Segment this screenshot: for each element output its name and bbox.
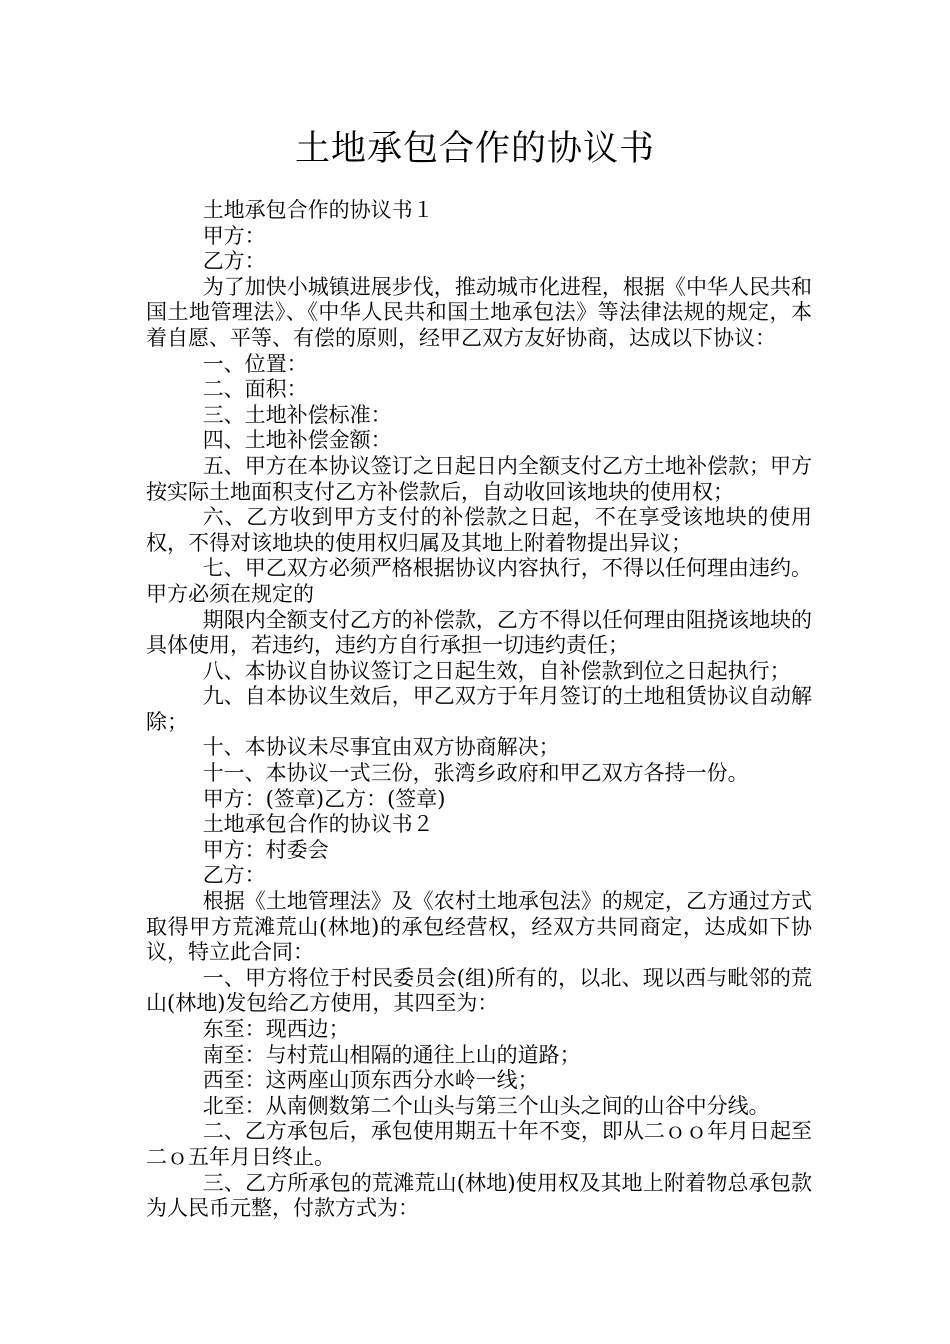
paragraph: 期限内全额支付乙方的补偿款，乙方不得以任何理由阻挠该地块的具体使用，若违约，违约方自行承担一切违约责任；	[146, 607, 812, 658]
paragraph: 南至：与村荒山相隔的通往上山的道路；	[202, 1042, 581, 1067]
paragraph: 八、本协议自协议签订之日起生效，自补偿款到位之日起执行；	[202, 658, 791, 683]
paragraph: 根据《土地管理法》及《农村土地承包法》的规定，乙方通过方式取得甲方荒滩荒山(林地)的承包经营权，经双方共同商定，达成如下协议，特立此合同：	[146, 889, 812, 965]
paragraph: 一、位置：	[202, 351, 308, 376]
paragraph: 乙方：	[202, 249, 266, 274]
paragraph: 七、甲乙双方必须严格根据协议内容执行，不得以任何理由违约。甲方必须在规定的	[146, 556, 812, 606]
paragraph: 甲方：	[202, 223, 266, 248]
paragraph: 二、面积：	[202, 377, 308, 402]
paragraph: 甲方：村委会	[202, 837, 329, 862]
paragraph: 三、土地补偿标准：	[202, 402, 392, 427]
paragraph: 五、甲方在本协议签订之日起日内全额支付乙方土地补偿款；甲方按实际土地面积支付乙方补偿款后，自动收回该地块的使用权；	[146, 453, 812, 504]
paragraph: 四、土地补偿金额：	[202, 428, 392, 453]
paragraph: 乙方：	[202, 863, 266, 888]
paragraph: 十一、本协议一式三份，张湾乡政府和甲乙双方各持一份。	[202, 761, 749, 786]
paragraph: 土地承包合作的协议书２	[202, 812, 434, 837]
paragraph: 甲方：(签章)乙方：(签章)	[202, 786, 446, 811]
paragraph: 西至：这两座山顶东西分水岭一线；	[202, 1068, 539, 1093]
document-body	[146, 198, 812, 1222]
paragraph: 九、自本协议生效后，甲乙双方于年月签订的土地租赁协议自动解除；	[146, 684, 812, 734]
paragraph: 东至：现西边；	[202, 1017, 350, 1041]
paragraph: 土地承包合作的协议书１	[202, 198, 434, 222]
paragraph: 十、本协议未尽事宜由双方协商解决；	[202, 735, 560, 760]
paragraph: 北至：从南侧数第二个山头与第三个山头之间的山谷中分线。	[202, 1093, 770, 1118]
paragraph: 三、乙方所承包的荒滩荒山(林地)使用权及其地上附着物总承包款为人民币元整，付款方式为：	[146, 1170, 812, 1221]
paragraph: 一、甲方将位于村民委员会(组)所有的，以北、现以西与毗邻的荒山(林地)发包给乙方使用，其四至为：	[146, 965, 812, 1016]
paragraph: 为了加快小城镇进展步伐，推动城市化进程，根据《中华人民共和国土地管理法》、《中华人民共和国土地承包法》等法律法规的规定，本着自愿、平等、有偿的原则，经甲乙双方友好协商，达成以下协议：	[146, 274, 812, 350]
paragraph: 六、乙方收到甲方支付的补偿款之日起，不在享受该地块的使用权，不得对该地块的使用权归属及其地上附着物提出异议；	[146, 505, 812, 555]
document-title: 土地承包合作的协议书	[294, 129, 655, 169]
paragraph: 二、乙方承包后，承包使用期五十年不变，即从二ｏｏ年月日起至二ｏ五年月日终止。	[146, 1119, 812, 1169]
